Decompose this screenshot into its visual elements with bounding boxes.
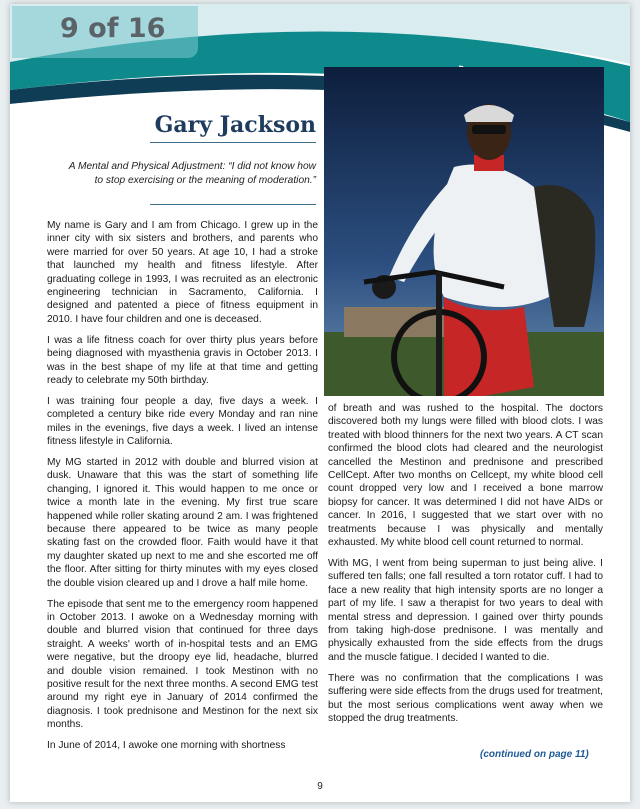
author-name: Gary Jackson: [154, 112, 316, 138]
paragraph: With MG, I went from being superman to just being alive. I suffered ten falls; one fall resulted a torn rotator cuff. I had to face a new reality that high intensity sports are no longer a part of my life. I saw a therapist for two years to deal with mental stress and depression. I gained over thirty pounds from taking high-dose prednisone. I was mentally and physically exhausted from the side effects from the drugs and the muscle fatigue. I decided I wanted to die.: [328, 557, 603, 663]
page-number: 9: [317, 781, 323, 792]
cyclist-photo-icon: [324, 67, 604, 396]
page-counter: 9 of 16: [12, 6, 198, 58]
title-rule: [150, 142, 316, 143]
paragraph: The episode that sent me to the emergency room happened in October 2013. I awoke on a Wednesday morning with double and blurred vision that continued for three days straight. A weeks' worth of in-hospital tests and an EMG were negative, but the droopy eye lid, headache, blurred and double vision remained. I took Mestinon with no positive result for the next three months. A second EMG test around my right eye in January of 2014 confirmed the diagnosis. I took prednisone and Mestinon for the next six months.: [47, 598, 318, 731]
paragraph: There was no confirmation that the complications I was suffering were side effects from the drugs used for treatment, but the most serious complications went away when we stopped the drug treatments.: [328, 672, 603, 724]
continued-link[interactable]: (continued on page 11): [480, 749, 589, 760]
article-subtitle: A Mental and Physical Adjustment: “I did not know how to stop exercising or the meaning of moderation.”: [68, 161, 316, 186]
paragraph: I was a life fitness coach for over thirty plus years before being diagnosed with myasthenia gravis in October 2013. I was in the best shape of my life at that time and getting ready to celebrate my 50th birthday.: [47, 334, 318, 386]
cyclist-photo: [324, 67, 604, 396]
paragraph: My MG started in 2012 with double and blurred vision at dusk. Unaware that this was the start of something life changing, I ignored it. This would happen to me once or twice a month late in the evening. My first true scare happened while roller skating around 2 am. I was frightened because there appeared to be twice as many people skating fast on the crowded floor. Faith would have it that my daughter skated up next to me and she escorted me off the floor. After sitting for thirty minutes with my eyes closed the double vision cleared up and I drove a half mile home.: [47, 457, 318, 589]
paragraph: of breath and was rushed to the hospital. The doctors discovered both my lungs were filled with blood clots. I was treated with blood thinners for the next two years. A CT scan confirmed the blood clots had cleared and the neurologist cancelled the Mestinon and prednisone and prescribed CellCept. After two months on Cellcept, my white blood cell count dropped very low and I received a bone marrow biopsy for cancer. It was determined I did not have AIDs or cancer. In 2016, I suggested that we start over with no treatments because I was physically and mentally exhausted. My white blood cell count returned to normal.: [328, 403, 603, 549]
right-column: [328, 402, 603, 733]
left-column: [47, 219, 318, 760]
subtitle-rule: [150, 204, 316, 205]
paragraph: I was training four people a day, five days a week. I completed a century bike ride every Monday and ran nine miles in the evenings, five days a week. I lived an intense fitness lifestyle in California.: [47, 395, 318, 448]
paragraph: My name is Gary and I am from Chicago. I grew up in the inner city with six sisters and brothers, and parents who were married for over 50 years. At age 10, I had a stroke that launched my health and fitness lifestyle. After graduating college in 1993, I was recruited as an electronic engineering technician in Sacramento, California. I designed and patented a piece of fitness equipment in 2010. I have four children and one is deceased.: [47, 220, 318, 325]
magazine-page: [10, 4, 630, 802]
paragraph: In June of 2014, I awoke one morning with shortness: [47, 740, 286, 752]
